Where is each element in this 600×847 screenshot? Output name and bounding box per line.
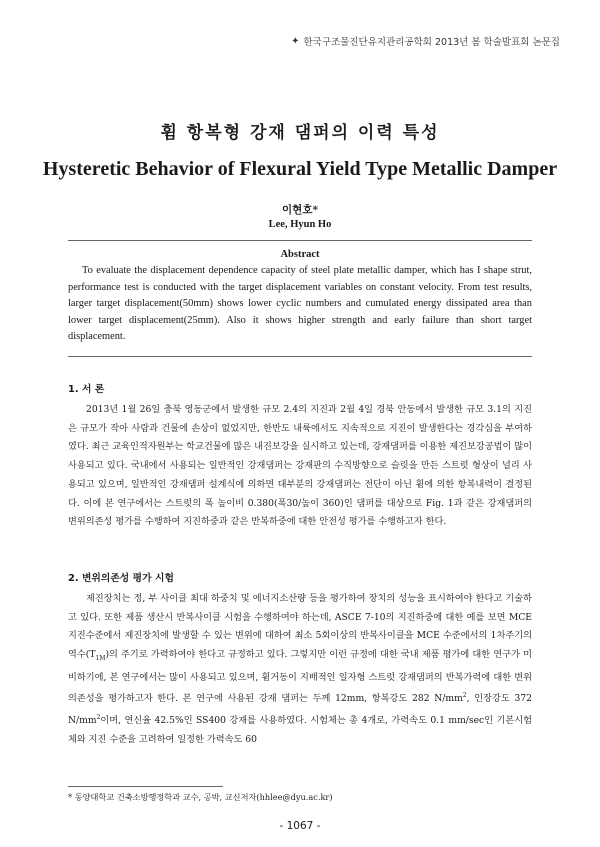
unit-superscript-1: 2	[462, 692, 467, 700]
section2-heading: 2. 변위의존성 평가 시험	[68, 573, 174, 584]
unit-superscript-2: 2	[96, 714, 101, 722]
section2-text-part4: 이며, 연신율 42.5%인 SS400 강재를 사용하였다. 시험체는 총 4개로, 가력속도 0.1 mm/sec인 기본시험체와 지진 수준을 고려하여 일정한 가력속도 60	[68, 715, 532, 745]
section1-heading: 1. 서 론	[68, 384, 105, 395]
t-subscript: 1M	[95, 654, 106, 662]
author-korean: 이현호*	[282, 204, 318, 216]
page-number: - 1067 -	[279, 820, 321, 832]
abstract-text: To evaluate the displacement dependence capacity of steel plate metallic damper, which has I shape strut, performance test is conducted with the target displacement variables on constant velocity. From test results, larger target displacement(50mm) shows lower cyclic numbers and cumulated energy dissipated area than lower target displacement(25mm). Also it shows higher strength and early failure than short target displacement.	[68, 265, 532, 343]
header-text: 한국구조물진단유지관리공학회 2013년 봄 학술발표회 논문집	[303, 37, 560, 48]
section2-text-part3: , 인장강도 372 N/mm	[68, 693, 532, 727]
running-header	[291, 34, 560, 48]
divider-top	[68, 240, 532, 241]
section2-text-part1: 제진장치는 정, 부 사이클 최대 하중치 및 에너지소산량 등을 평가하여 장치의 성능을 표시하여야 한다고 기술하고 있다. 또한 제품 생산시 반복사이클 시험을 수행하여야 하는데, ASCE 7-10의 지진하중에 대한 예를 보면 MCE지진수준에서 제진장치에 발생할 수 있는 변위에 대하여 최소 5회이상의 반복사이클을 MCE 수준에서의 1차주기의 역수(T	[68, 593, 532, 661]
header-mark-icon: ✦	[291, 35, 300, 47]
footnote-divider	[68, 786, 223, 787]
abstract-heading: Abstract	[280, 249, 320, 260]
title-english: Hysteretic Behavior of Flexural Yield Type Metallic Damper	[42, 158, 558, 180]
section2-text-part2: )의 주기로 가력하여야 한다고 규정하고 있다. 그렇지만 이런 규정에 대한 국내 제품 평가에 대한 연구가 미비하기에, 본 연구에서는 많이 사용되고 있으며, 휨거동이 지배적인 일자형 스트럿 강재댐퍼의 반복가력에 대한 변위의존성을 평가하고자 한다. 본 연구에 사용된 강재 댐퍼는 두께 12mm, 항복강도 282 N/mm	[68, 649, 532, 705]
footnote: * 동양대학교 건축소방행정학과 교수, 공박, 교신저자(hhlee@dyu.ac.kr)	[68, 792, 333, 802]
section1-paragraph: 2013년 1월 26일 충북 영동군에서 발생한 규모 2.4의 지진과 2월 4일 경북 안동에서 발생한 규모 3.1의 지진은 규모가 작아 사람과 건물에 손상이 없었지만, 한반도 내륙에서도 지속적으로 지진이 발생한다는 경각심을 부여하였다. 최근 교육인적자원부는 학교건물에 많은 내진보강을 실시하고 있는데, 강재댐퍼를 이용한 제진보강공법이 많이 사용되고 있다. 국내에서 사용되는 일반적인 강재댐퍼는 강재판의 수직방향으로 슬릿을 만든 스트럿 형상이 널리 사용되고 있으며, 일반적인 강재댐퍼 설계식에 의하면 대부분의 강재댐퍼는 전단이 아닌 휨에 의한 항복내력이 결정된다. 이에 본 연구에서는 스트럿의 폭 높이비 0.380(폭30/높이 360)인 댐퍼를 대상으로 Fig. 1과 같은 강재댐퍼의 변위의존성 평가를 수행하여 지진하중과 같은 반복하중에 대한 안전성 평가를 수행하고자 한다.	[68, 404, 532, 528]
divider-bottom	[68, 356, 532, 357]
author-english: Lee, Hyun Ho	[268, 219, 332, 230]
title-korean: 휨 항복형 강재 댐퍼의 이력 특성	[160, 123, 440, 143]
section2-paragraph	[68, 590, 532, 750]
